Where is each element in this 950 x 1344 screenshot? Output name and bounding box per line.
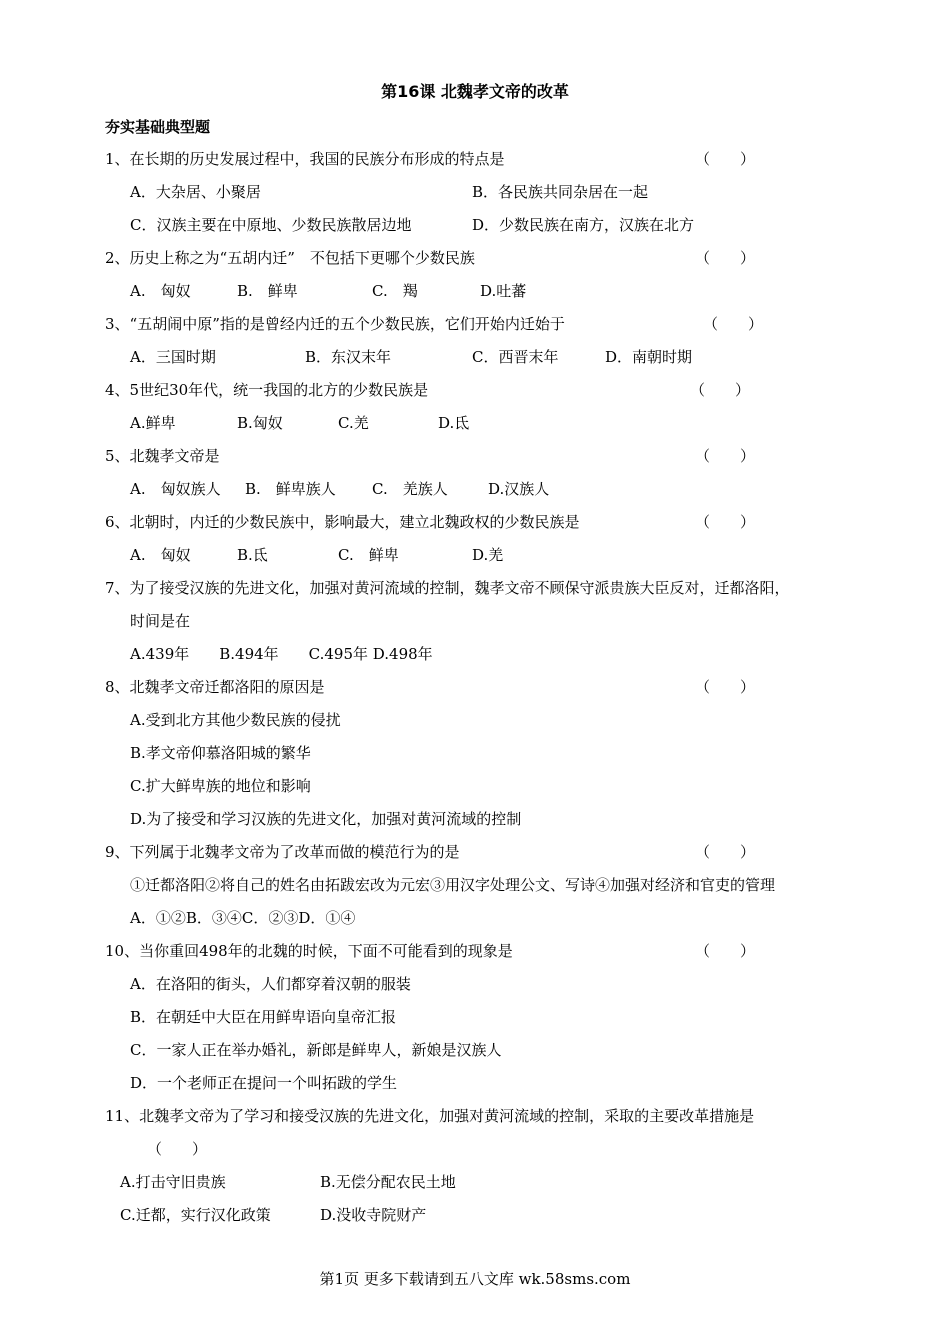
question-9 bbox=[105, 840, 875, 873]
option-row-b bbox=[105, 741, 875, 774]
option-d: D．一个老师正在提问一个叫拓跋的学生 bbox=[130, 1074, 398, 1092]
option-c: C．汉族主要在中原地、少数民族散居边地 bbox=[130, 216, 412, 234]
option-b: B. 鲜卑族人 bbox=[245, 480, 336, 498]
options-row bbox=[105, 543, 875, 576]
option-d: D.没收寺院财产 bbox=[320, 1206, 427, 1224]
question-3 bbox=[105, 312, 875, 345]
option-d: D.汉族人 bbox=[488, 480, 550, 498]
answer-paren: （ ） bbox=[147, 1140, 208, 1158]
question-list bbox=[105, 147, 875, 1236]
options-row bbox=[105, 477, 875, 510]
question-stem: 4、5世纪30年代，统一我国的北方的少数民族是 bbox=[105, 381, 429, 399]
answer-paren: （ ） bbox=[695, 150, 756, 168]
question-stem: 3、“五胡闹中原”指的是曾经内迁的五个少数民族，它们开始内迁始于 bbox=[105, 315, 565, 333]
option-c: C. 羯 bbox=[372, 282, 418, 300]
question-stem: 10、当你重回498年的北魏的时候，下面不可能看到的现象是 bbox=[105, 942, 513, 960]
option-b: B．各民族共同杂居在一起 bbox=[472, 183, 649, 201]
option-row-a bbox=[105, 708, 875, 741]
option-a: A.受到北方其他少数民族的侵扰 bbox=[130, 711, 341, 729]
statements-row bbox=[105, 873, 875, 906]
question-stem: 6、北朝时，内迁的少数民族中，影响最大，建立北魏政权的少数民族是 bbox=[105, 513, 580, 531]
option-c: C.羌 bbox=[338, 414, 369, 432]
option-row-b bbox=[105, 1005, 875, 1038]
option-row-d bbox=[105, 807, 875, 840]
option-a: A. 匈奴 bbox=[130, 546, 191, 564]
options-row bbox=[105, 1170, 875, 1203]
option-b: B.匈奴 bbox=[237, 414, 283, 432]
question-1 bbox=[105, 147, 875, 180]
answer-paren: （ ） bbox=[695, 678, 756, 696]
statements-text: ①迁都洛阳②将自己的姓名由拓跋宏改为元宏③用汉字处理公文、写诗④加强对经济和官吏的管理 bbox=[130, 876, 776, 894]
option-d: D.羌 bbox=[472, 546, 504, 564]
option-b: B.氐 bbox=[237, 546, 268, 564]
options-row bbox=[105, 279, 875, 312]
option-a: A. 匈奴族人 bbox=[130, 480, 221, 498]
option-b: B．东汉末年 bbox=[305, 348, 392, 366]
question-7 bbox=[105, 576, 875, 609]
option-b: B. 鲜卑 bbox=[237, 282, 298, 300]
question-8 bbox=[105, 675, 875, 708]
option-c: C．西晋末年 bbox=[472, 348, 559, 366]
option-row-d bbox=[105, 1071, 875, 1104]
option-a: A. 匈奴 bbox=[130, 282, 191, 300]
option-row-c bbox=[105, 774, 875, 807]
option-a: A．大杂居、小聚居 bbox=[130, 183, 261, 201]
option-d: D．南朝时期 bbox=[605, 348, 693, 366]
options-row bbox=[105, 906, 875, 939]
question-2 bbox=[105, 246, 875, 279]
options-row bbox=[105, 213, 875, 246]
option-c: C. 羌族人 bbox=[372, 480, 448, 498]
question-10 bbox=[105, 939, 875, 972]
question-7-continued bbox=[105, 609, 875, 642]
option-c: C. 鲜卑 bbox=[338, 546, 399, 564]
options-row bbox=[105, 180, 875, 213]
option-b: B.无偿分配农民土地 bbox=[320, 1173, 456, 1191]
option-d: D．少数民族在南方，汉族在北方 bbox=[472, 216, 695, 234]
question-stem: 9、下列属于北魏孝文帝为了改革而做的模范行为的是 bbox=[105, 843, 460, 861]
options-row bbox=[105, 642, 875, 675]
option-b: B.孝文帝仰慕洛阳城的繁华 bbox=[130, 744, 311, 762]
question-11 bbox=[105, 1104, 875, 1137]
page-title: 第16课 北魏孝文帝的改革 bbox=[381, 82, 569, 101]
question-stem: 2、历史上称之为“五胡内迁” 不包括下更哪个少数民族 bbox=[105, 249, 475, 267]
option-b: B．在朝廷中大臣在用鲜卑语向皇帝汇报 bbox=[130, 1008, 397, 1026]
option-c: C.迁都，实行汉化政策 bbox=[120, 1206, 271, 1224]
answer-paren: （ ） bbox=[695, 942, 756, 960]
options-row bbox=[105, 1203, 875, 1236]
option-row-a bbox=[105, 972, 875, 1005]
answer-paren-row bbox=[105, 1137, 875, 1170]
answer-paren: （ ） bbox=[695, 843, 756, 861]
options-text: A．①②B．③④C．②③D．①④ bbox=[130, 909, 356, 927]
options-row bbox=[105, 345, 875, 378]
option-c: C.扩大鲜卑族的地位和影响 bbox=[130, 777, 311, 795]
question-stem: 8、北魏孝文帝迁都洛阳的原因是 bbox=[105, 678, 325, 696]
option-a: A.打击守旧贵族 bbox=[120, 1173, 226, 1191]
answer-paren: （ ） bbox=[703, 315, 764, 333]
question-stem: 7、为了接受汉族的先进文化，加强对黄河流域的控制，魏孝文帝不顾保守派贵族大臣反对，迁都洛阳， bbox=[105, 579, 790, 597]
question-stem: 5、北魏孝文帝是 bbox=[105, 447, 220, 465]
question-6 bbox=[105, 510, 875, 543]
answer-paren: （ ） bbox=[695, 447, 756, 465]
option-row-c bbox=[105, 1038, 875, 1071]
section-heading: 夯实基础典型题 bbox=[105, 118, 211, 136]
answer-paren: （ ） bbox=[690, 381, 751, 399]
option-d: D.为了接受和学习汉族的先进文化，加强对黄河流域的控制 bbox=[130, 810, 522, 828]
question-stem: 1、在长期的历史发展过程中，我国的民族分布形成的特点是 bbox=[105, 150, 505, 168]
question-stem: 11、北魏孝文帝为了学习和接受汉族的先进文化，加强对黄河流域的控制，采取的主要改革措施是 bbox=[105, 1107, 755, 1125]
question-4 bbox=[105, 378, 875, 411]
options-text: A.439年 B.494年 C.495年 D.498年 bbox=[130, 645, 433, 663]
option-a: A．在洛阳的街头，人们都穿着汉朝的服装 bbox=[130, 975, 411, 993]
option-d: D.吐蕃 bbox=[480, 282, 527, 300]
options-row bbox=[105, 411, 875, 444]
question-5 bbox=[105, 444, 875, 477]
answer-paren: （ ） bbox=[695, 249, 756, 267]
question-stem-continued: 时间是在 bbox=[130, 612, 191, 630]
option-c: C．一家人正在举办婚礼，新郎是鲜卑人，新娘是汉族人 bbox=[130, 1041, 502, 1059]
page-footer: 第1页 更多下载请到五八文库 wk.58sms.com bbox=[319, 1270, 631, 1288]
option-d: D.氐 bbox=[438, 414, 470, 432]
answer-paren: （ ） bbox=[695, 513, 756, 531]
option-a: A．三国时期 bbox=[130, 348, 216, 366]
option-a: A.鲜卑 bbox=[130, 414, 176, 432]
